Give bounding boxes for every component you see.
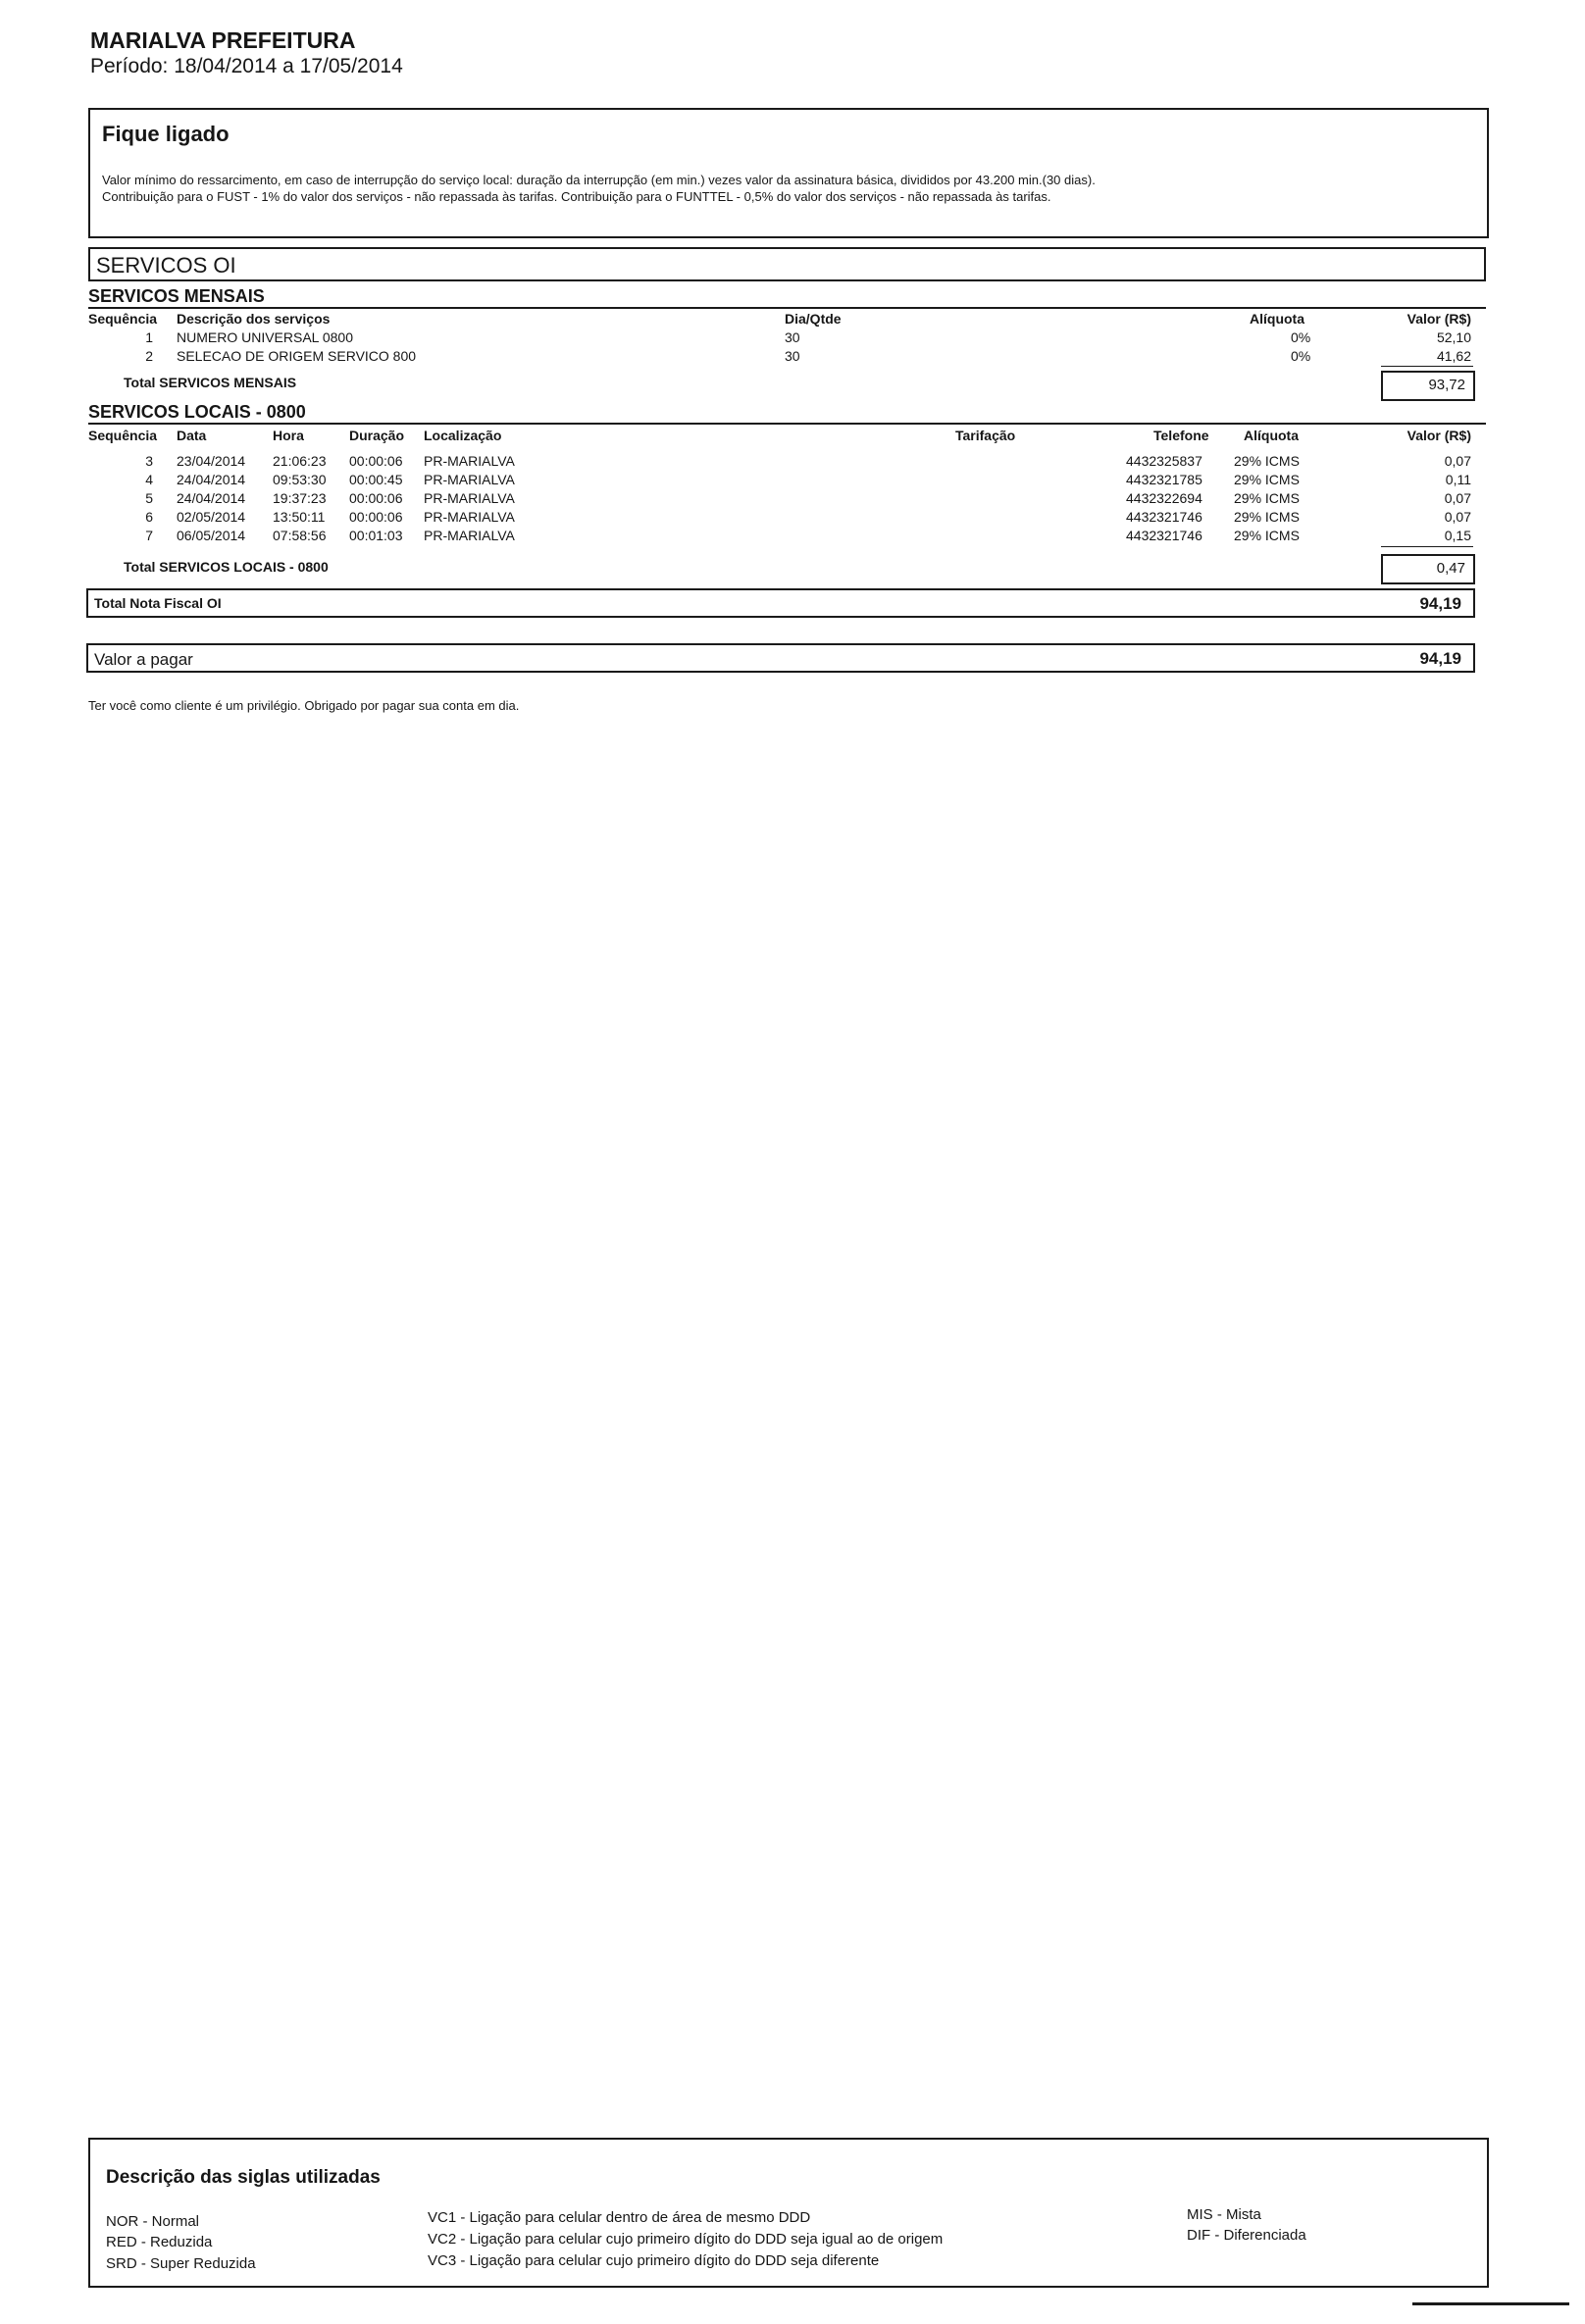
local-row-phone: 4432321746 [1126,528,1202,543]
legend-item-vc3: VC3 - Ligação para celular cujo primeiro dígito do DDD seja diferente [428,2252,880,2269]
local-row-duration: 00:00:06 [349,490,403,506]
legend-item-dif: DIF - Diferenciada [1187,2227,1306,2244]
monthly-row-seq: 2 [145,348,153,364]
local-row-phone: 4432321746 [1126,509,1202,525]
local-header-seq: Sequência [88,428,158,443]
local-row-date: 02/05/2014 [177,509,246,525]
local-row-duration: 00:00:06 [349,509,403,525]
local-row-seq: 7 [145,528,153,543]
legend-title: Descrição das siglas utilizadas [106,2167,381,2188]
local-header-value: Valor (R$) [1406,428,1471,443]
local-row-date: 24/04/2014 [177,472,246,487]
local-sum-rule [1381,546,1473,547]
legend-item-srd: SRD - Super Reduzida [106,2255,256,2272]
local-row-location: PR-MARIALVA [424,453,515,469]
local-row-phone: 4432325837 [1126,453,1202,469]
monthly-header-qty: Dia/Qtde [785,311,842,327]
legend-item-mis: MIS - Mista [1187,2206,1261,2223]
local-row-value: 0,07 [1444,453,1471,469]
local-row-date: 06/05/2014 [177,528,246,543]
monthly-row-seq: 1 [145,329,153,345]
notice-title: Fique ligado [102,122,230,146]
local-total-value: 0,47 [1436,560,1465,577]
monthly-row-desc: NUMERO UNIVERSAL 0800 [177,329,353,345]
monthly-sum-rule [1381,366,1473,367]
local-row-value: 0,11 [1445,472,1471,487]
local-row-seq: 3 [145,453,153,469]
acronyms-legend [88,2138,1489,2288]
monthly-title-rule [88,307,1486,309]
local-header-phone: Telefone [1153,428,1209,443]
local-header-date: Data [177,428,207,443]
local-header-duration: Duração [349,428,405,443]
local-header-time: Hora [273,428,304,443]
local-row-rate: 29% ICMS [1234,509,1300,525]
local-row-location: PR-MARIALVA [424,490,515,506]
monthly-total-box [1381,371,1475,401]
monthly-row-desc: SELECAO DE ORIGEM SERVICO 800 [177,348,417,364]
nota-fiscal-label: Total Nota Fiscal OI [94,595,222,611]
local-row-value: 0,07 [1444,490,1471,506]
legend-item-nor: NOR - Normal [106,2213,200,2230]
local-row-seq: 5 [145,490,153,506]
monthly-row-rate: 0% [1291,348,1311,364]
local-row-duration: 00:00:06 [349,453,403,469]
local-header-tariff: Tarifação [955,428,1016,443]
local-section-title: SERVICOS LOCAIS - 0800 [88,402,306,422]
local-row-rate: 29% ICMS [1234,490,1300,506]
monthly-row-qty: 30 [785,329,800,345]
monthly-row-rate: 0% [1291,329,1311,345]
nota-fiscal-bar [86,588,1475,618]
notice-box [88,108,1489,238]
thank-you-message: Ter você como cliente é um privilégio. Obrigado por pagar sua conta em dia. [88,698,520,713]
notice-line-1: Valor mínimo do ressarcimento, em caso de interrupção do serviço local: duração da interrupção (em min.) vezes valor da assinatura básica, divididos por 43.200 min.(30 dias). [102,173,1096,187]
local-row-time: 21:06:23 [273,453,327,469]
local-row-date: 23/04/2014 [177,453,246,469]
local-row-rate: 29% ICMS [1234,472,1300,487]
local-row-rate: 29% ICMS [1234,453,1300,469]
local-header-rate: Alíquota [1244,428,1299,443]
monthly-header-desc: Descrição dos serviços [177,311,331,327]
local-row-time: 09:53:30 [273,472,327,487]
amount-due-value: 94,19 [1419,649,1461,668]
monthly-row-value: 41,62 [1436,348,1471,364]
local-row-time: 13:50:11 [273,509,326,525]
services-oi-title: SERVICOS OI [96,253,236,278]
billing-period: Período: 18/04/2014 a 17/05/2014 [90,55,403,77]
local-row-duration: 00:00:45 [349,472,403,487]
legend-item-red: RED - Reduzida [106,2234,213,2250]
legend-item-vc2: VC2 - Ligação para celular cujo primeiro dígito do DDD seja igual ao de origem [428,2231,944,2248]
local-row-location: PR-MARIALVA [424,528,515,543]
local-row-value: 0,15 [1444,528,1471,543]
local-row-phone: 4432321785 [1126,472,1202,487]
local-row-rate: 29% ICMS [1234,528,1300,543]
nota-fiscal-value: 94,19 [1419,594,1461,613]
monthly-total-value: 93,72 [1428,377,1465,393]
page-bottom-rule [1412,2302,1569,2305]
local-row-phone: 4432322694 [1126,490,1202,506]
local-row-location: PR-MARIALVA [424,472,515,487]
local-row-seq: 6 [145,509,153,525]
local-row-value: 0,07 [1444,509,1471,525]
legend-item-vc1: VC1 - Ligação para celular dentro de área de mesmo DDD [428,2209,811,2226]
local-row-duration: 00:01:03 [349,528,403,543]
monthly-section-title: SERVICOS MENSAIS [88,286,265,306]
amount-due-label: Valor a pagar [94,650,193,669]
local-row-seq: 4 [145,472,153,487]
local-total-box [1381,554,1475,584]
monthly-header-rate: Alíquota [1250,311,1304,327]
local-row-date: 24/04/2014 [177,490,246,506]
local-row-time: 07:58:56 [273,528,327,543]
notice-line-2: Contribuição para o FUST - 1% do valor dos serviços - não repassada às tarifas. Contribuição para o FUNTTEL - 0,5% do valor dos serviços - não repassada às tarifas. [102,189,1051,204]
local-header-location: Localização [424,428,502,443]
company-title: MARIALVA PREFEITURA [90,27,356,53]
monthly-total-label: Total SERVICOS MENSAIS [124,375,297,390]
services-oi-header [88,247,1486,281]
monthly-header-value: Valor (R$) [1406,311,1471,327]
local-total-label: Total SERVICOS LOCAIS - 0800 [124,559,329,575]
monthly-header-seq: Sequência [88,311,158,327]
local-title-rule [88,423,1486,425]
monthly-row-value: 52,10 [1436,329,1471,345]
local-row-time: 19:37:23 [273,490,327,506]
amount-due-bar [86,643,1475,673]
monthly-row-qty: 30 [785,348,800,364]
local-row-location: PR-MARIALVA [424,509,515,525]
